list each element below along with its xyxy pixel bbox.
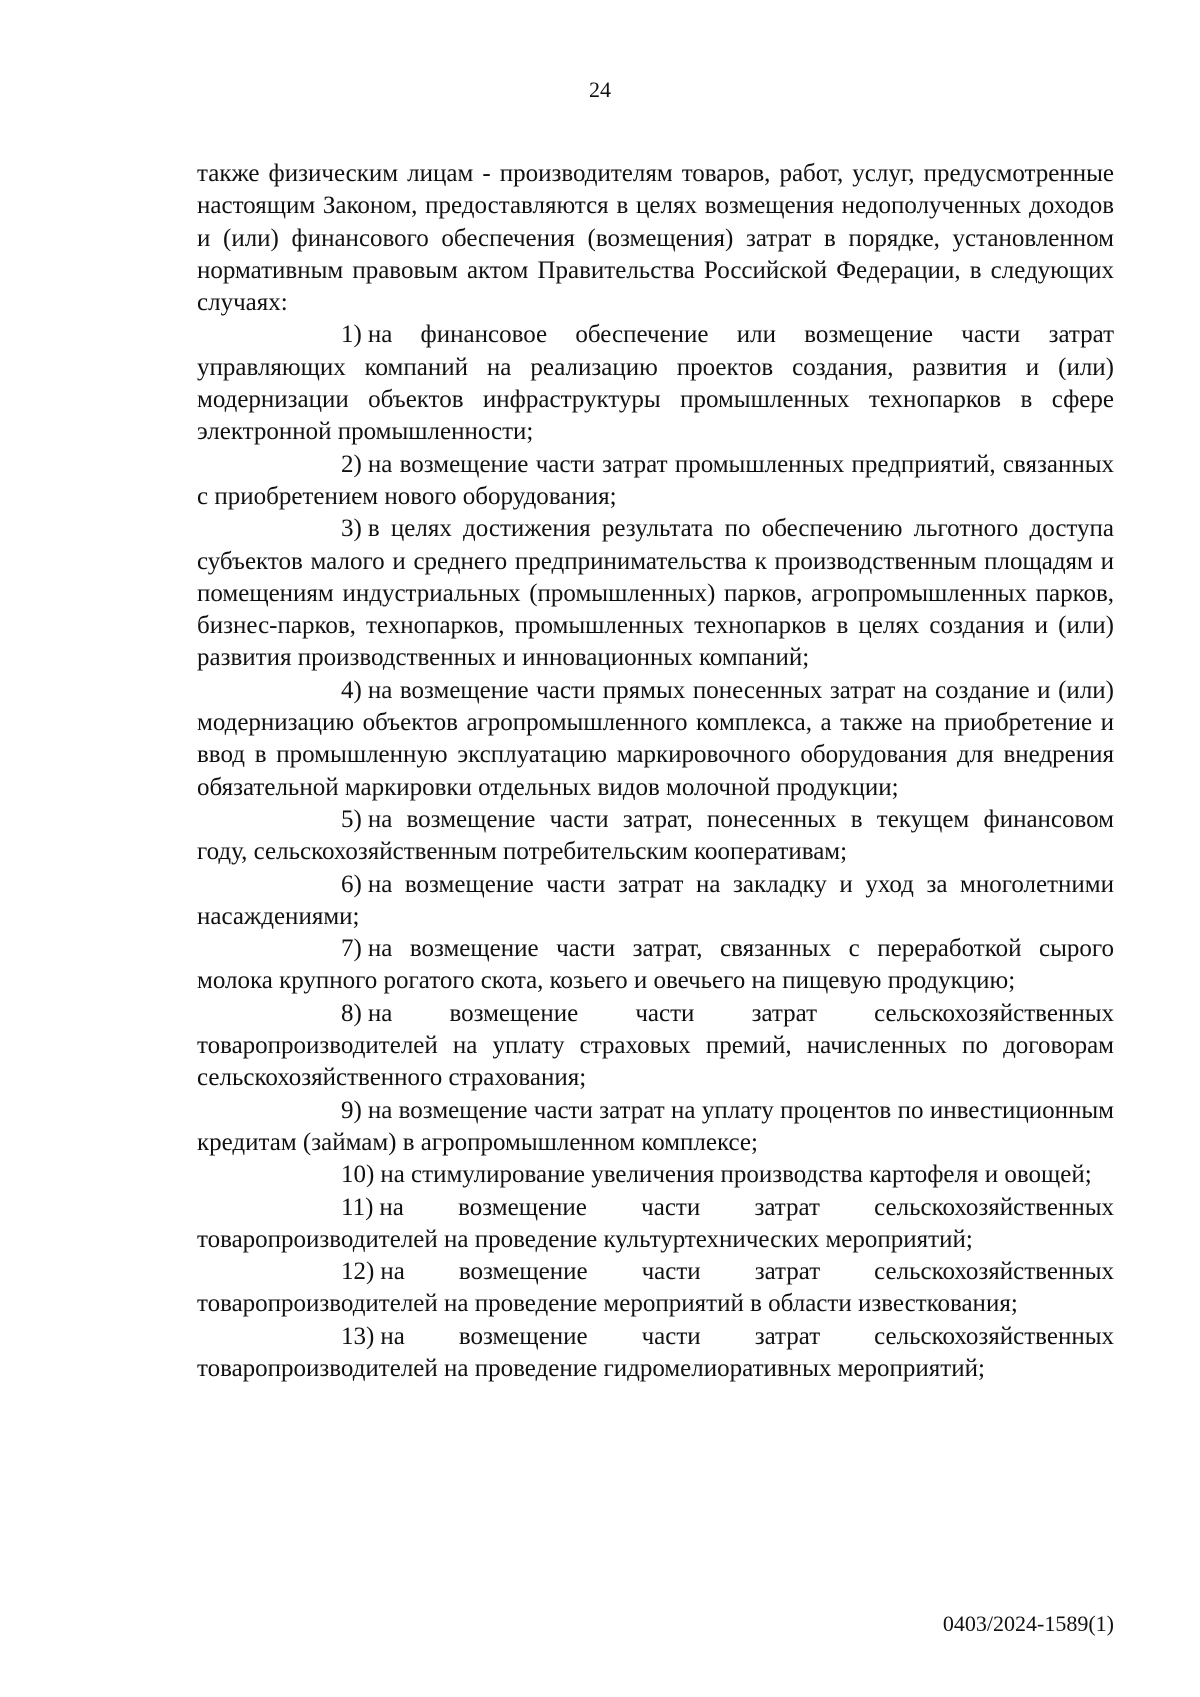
- item-number: 4): [341, 676, 362, 704]
- item-text: на возмещение части затрат, связанных с переработкой сырого молока крупного рогатого скота, козьего и овечьего на пищевую продукцию;: [197, 935, 1114, 995]
- list-item: [197, 1321, 1114, 1386]
- item-number: 12): [341, 1258, 375, 1286]
- item-number: 1): [341, 321, 362, 349]
- list-item: [197, 804, 1114, 869]
- list-item: [197, 1159, 1114, 1191]
- list-item: [197, 513, 1114, 674]
- item-number: 3): [341, 515, 362, 543]
- list-item: [197, 869, 1114, 934]
- list-item: [197, 1095, 1114, 1160]
- item-text: на возмещение части затрат сельскохозяйственных товаропроизводителей на проведение мероприятий в области известкования;: [197, 1258, 1114, 1318]
- list-item: [197, 933, 1114, 998]
- list-item: [197, 449, 1114, 514]
- item-number: 2): [341, 450, 362, 478]
- item-text: на возмещение части затрат промышленных предприятий, связанных с приобретением нового оборудования;: [197, 450, 1114, 510]
- document-body: [197, 158, 1114, 1385]
- item-text: на возмещение части затрат сельскохозяйственных товаропроизводителей на уплату страховых премий, начисленных по договорам сельскохозяйственного страхования;: [197, 999, 1114, 1092]
- item-number: 9): [341, 1096, 362, 1124]
- document-code: 0403/2024-1589(1): [942, 1611, 1114, 1636]
- item-number: 7): [341, 935, 362, 963]
- item-text: на финансовое обеспечение или возмещение части затрат управляющих компаний на реализацию проектов создания, развития и (или) модернизации объектов инфраструктуры промышленных технопарков в сфере электронной промышленности;: [197, 321, 1114, 446]
- item-text: на возмещение части затрат на закладку и уход за многолетними насаждениями;: [197, 870, 1114, 930]
- list-item: [197, 675, 1114, 804]
- item-text: на стимулирование увеличения производства картофеля и овощей;: [380, 1161, 1092, 1189]
- item-number: 13): [341, 1322, 375, 1350]
- item-number: 6): [341, 870, 362, 898]
- item-text: на возмещение части затрат, понесенных в текущем финансовом году, сельскохозяйственным потребительским кооперативам;: [197, 805, 1114, 866]
- item-text: на возмещение части затрат на уплату процентов по инвестиционным кредитам (займам) в агропромышленном комплексе;: [197, 1096, 1114, 1156]
- item-text: на возмещение части затрат сельскохозяйственных товаропроизводителей на проведение культуртехнических мероприятий;: [197, 1193, 1114, 1253]
- list-item: [197, 319, 1114, 448]
- item-number: 8): [341, 999, 362, 1027]
- item-text: на возмещение части затрат сельскохозяйственных товаропроизводителей на проведение гидромелиоративных мероприятий;: [197, 1322, 1114, 1382]
- list-item: [197, 1192, 1114, 1257]
- list-item: [197, 1256, 1114, 1321]
- item-number: 11): [341, 1193, 374, 1221]
- item-text: на возмещение части прямых понесенных затрат на создание и (или) модернизацию объектов агропромышленного комплекса, а также на приобретение и ввод в промышленную эксплуатацию маркировочного оборудования для внедрения обязательной маркировки отдельных видов молочной продукции;: [197, 676, 1114, 801]
- page-number: 24: [589, 77, 611, 102]
- item-number: 10): [341, 1161, 375, 1189]
- item-number: 5): [341, 805, 362, 833]
- intro-paragraph: также физическим лицам - производителям товаров, работ, услуг, предусмотренные настоящим Законом, предоставляются в целях возмещения недополученных доходов и (или) финансового обеспечения (возмещения) затрат в порядке, установленном нормативным правовым актом Правительства Российской Федерации, в следующих случаях:: [197, 160, 1114, 317]
- item-text: в целях достижения результата по обеспечению льготного доступа субъектов малого и среднего предпринимательства к производственным площадям и помещениям индустриальных (промышленных) парков, агропромышленных парков, бизнес-парков, технопарков, промышленных технопарков в целях создания и (или) развития производственных и инновационных компаний;: [197, 515, 1114, 672]
- list-item: [197, 998, 1114, 1095]
